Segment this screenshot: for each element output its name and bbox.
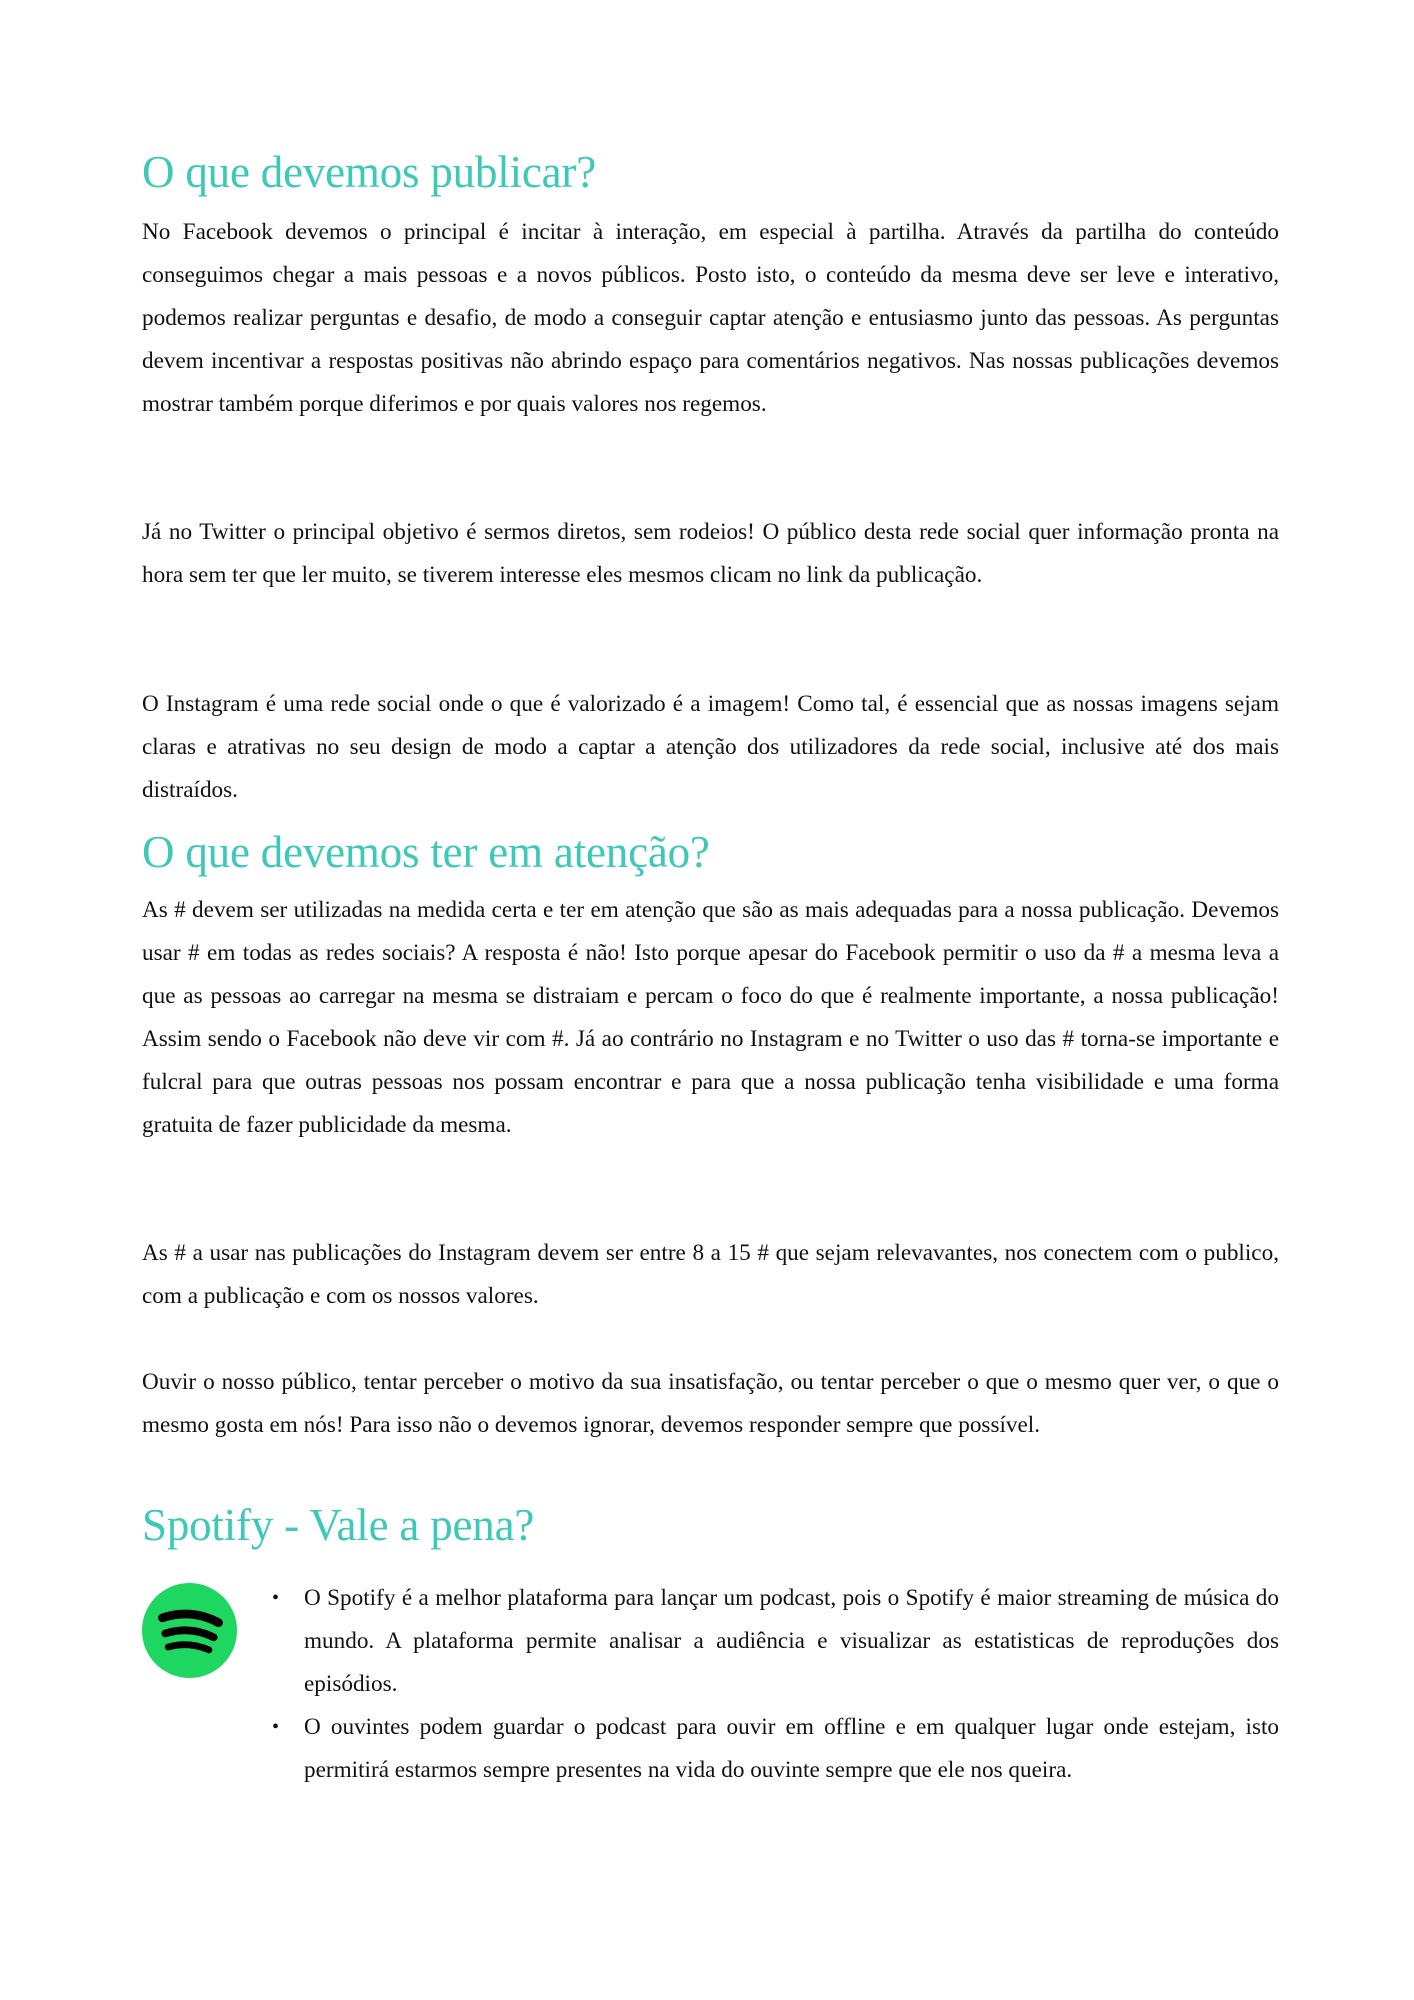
heading-attention: O que devemos ter em atenção? — [142, 827, 710, 877]
paragraph-facebook: No Facebook devemos o principal é incitar à interação, em especial à partilha. Através da partilha do conteúdo conseguimos chegar a mais pessoas e a novos públicos. Posto isto, o conteúdo da mesma deve ser leve e interativo, podemos realizar perguntas e desafio, de modo a conseguir captar atenção e entusiasmo junto das pessoas. As perguntas devem incentivar a respostas positivas não abrindo espaço para comentários negativos. Nas nossas publicações devemos mostrar também porque diferimos e por quais valores nos regemos. — [142, 219, 1279, 417]
paragraph-instagram-hashtags: As # a usar nas publicações do Instagram devem ser entre 8 a 15 # que sejam relevavantes, nos conectem com o publico, com a publicação e com os nossos valores. — [142, 1240, 1279, 1309]
heading-spotify: Spotify - Vale a pena? — [142, 1500, 535, 1550]
paragraph-listen-audience: Ouvir o nosso público, tentar perceber o motivo da sua insatisfação, ou tentar perceber o que o mesmo quer ver, o que o mesmo gosta em nós! Para isso não o devemos ignorar, devemos responder sempre que possível. — [142, 1369, 1279, 1438]
spotify-bullet-list — [258, 1577, 1279, 1792]
bullet-glyph: • — [272, 1587, 280, 1609]
list-item-text: O Spotify é a melhor plataforma para lançar um podcast, pois o Spotify é maior streaming de música do mundo. A plataforma permite analisar a audiência e visualizar as estatisticas de reproduções dos episódios. — [304, 1585, 1279, 1697]
paragraph-instagram: O Instagram é uma rede social onde o que é valorizado é a imagem! Como tal, é essencial que as nossas imagens sejam claras e atrativas no seu design de modo a captar a atenção dos utilizadores da rede social, inclusive até dos mais distraídos. — [142, 691, 1279, 803]
spotify-logo-icon — [141, 1582, 238, 1679]
bullet-glyph: • — [272, 1715, 280, 1738]
heading-what-to-publish: O que devemos publicar? — [142, 147, 596, 197]
list-item — [258, 1706, 1279, 1792]
paragraph-twitter: Já no Twitter o principal objetivo é sermos diretos, sem rodeios! O público desta rede social quer informação pronta na hora sem ter que ler muito, se tiverem interesse eles mesmos clicam no link da publicação. — [142, 519, 1279, 588]
list-item-text: O ouvintes podem guardar o podcast para ouvir em offline e em qualquer lugar onde estejam, isto permitirá estarmos sempre presentes na vida do ouvinte sempre que ele nos queira. — [304, 1713, 1279, 1783]
list-item — [258, 1577, 1279, 1706]
paragraph-hashtags: As # devem ser utilizadas na medida certa e ter em atenção que são as mais adequadas para a nossa publicação. Devemos usar # em todas as redes sociais? A resposta é não! Isto porque apesar do Facebook permitir o uso da # a mesma leva a que as pessoas ao carregar na mesma se distraiam e percam o foco do que é realmente importante, a nossa publicação! Assim sendo o Facebook não deve vir com #. Já ao contrário no Instagram e no Twitter o uso das # torna-se importante e fulcral para que outras pessoas nos possam encontrar e para que a nossa publicação tenha visibilidade e uma forma gratuita de fazer publicidade da mesma. — [142, 897, 1279, 1138]
